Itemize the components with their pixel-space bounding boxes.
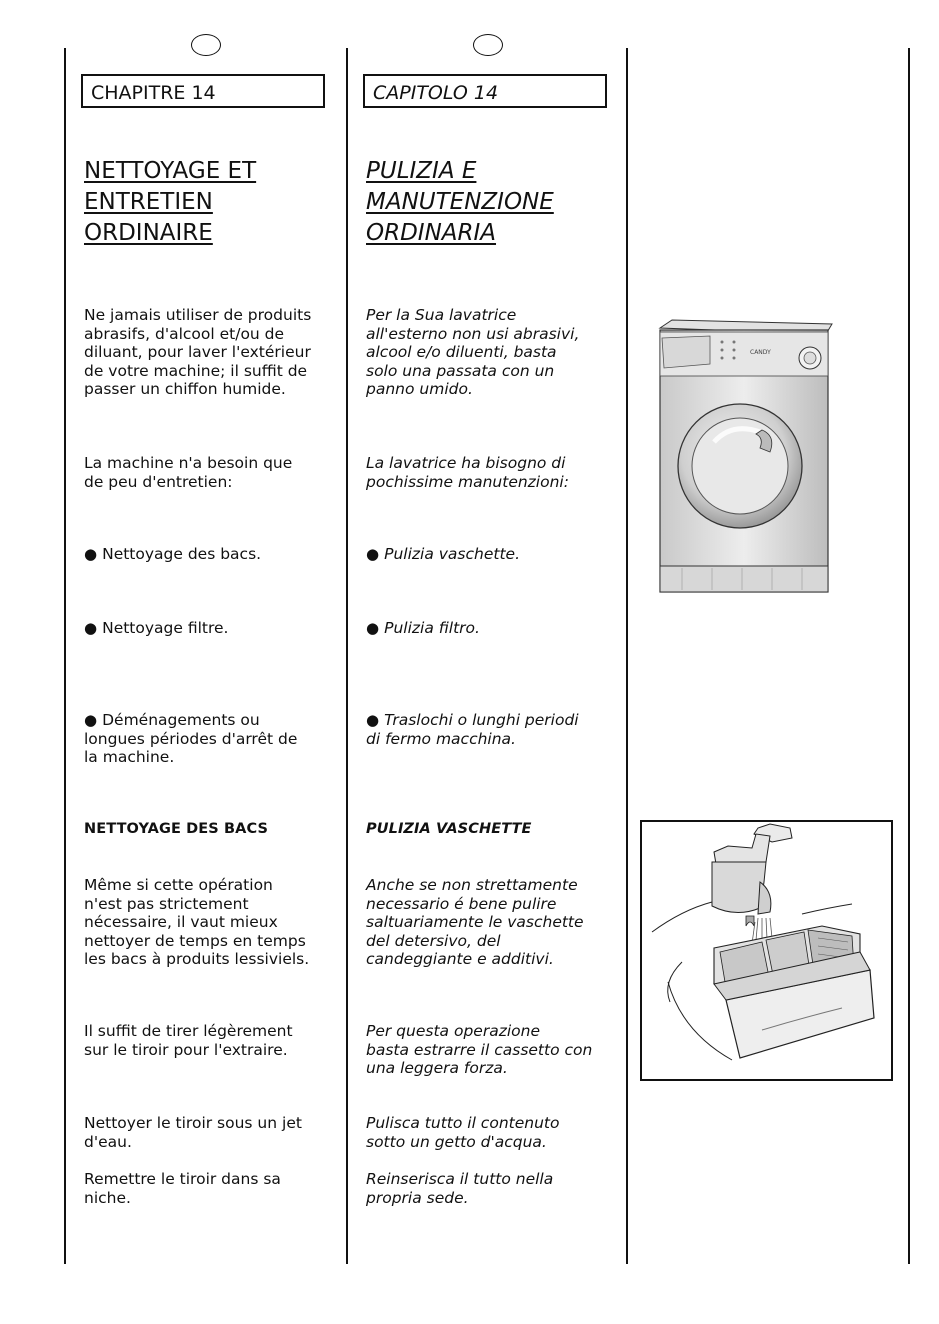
paragraph-fr: Même si cette opération n'est pas strictement nécessaire, il vaut mieux nettoyer de temps en temps les bacs à produits lessiviels. xyxy=(84,876,310,968)
paragraph-it: Pulisca tutto il contenuto sotto un getto d'acqua. xyxy=(366,1114,560,1151)
section-title-line: MANUTENZIONE xyxy=(366,189,554,215)
bullet-item-it: ● Pulizia vaschette. xyxy=(366,545,520,564)
bullet-item-fr: ● Nettoyage filtre. xyxy=(84,619,228,638)
language-marker-it xyxy=(473,34,503,56)
section-title-line: ENTRETIEN xyxy=(84,189,213,215)
intro-paragraph-fr: Ne jamais utiliser de produits abrasifs, d'alcool et/ou de diluant, pour laver l'extérieur de votre machine; il suffit de passer un chiffon humide. xyxy=(84,306,312,398)
paragraph-it: Per questa operazione basta estrarre il cassetto con una leggera forza. xyxy=(366,1022,593,1077)
paragraph-fr: Remettre le tiroir dans sa niche. xyxy=(84,1170,281,1207)
section-title-line: PULIZIA E xyxy=(366,158,477,184)
washing-machine-illustration xyxy=(652,318,834,596)
paragraph-it: Reinserisca il tutto nella propria sede. xyxy=(366,1170,554,1207)
column-divider-far-right xyxy=(908,48,910,1264)
section-title-it xyxy=(366,156,554,249)
bullet-item-it: ● Traslochi o lunghi periodi di fermo macchina. xyxy=(366,711,579,748)
language-marker-fr xyxy=(191,34,221,56)
bullet-item-fr: ● Déménagements ou longues périodes d'arrêt de la machine. xyxy=(84,711,297,767)
subheading-fr: NETTOYAGE DES BACS xyxy=(84,821,269,837)
maintenance-paragraph-fr: La machine n'a besoin que de peu d'entretien: xyxy=(84,454,293,491)
subheading-it: PULIZIA VASCHETTE xyxy=(366,821,532,837)
section-title-line: NETTOYAGE ET xyxy=(84,158,257,184)
section-title-line: ORDINARIA xyxy=(366,220,497,246)
maintenance-paragraph-it: La lavatrice ha bisogno di pochissime manutenzioni: xyxy=(366,454,569,491)
section-title-line: ORDINAIRE xyxy=(84,220,213,246)
paragraph-fr: Il suffit de tirer légèrement sur le tiroir pour l'extraire. xyxy=(84,1022,293,1059)
bullet-item-fr: ● Nettoyage des bacs. xyxy=(84,545,261,564)
section-title-fr xyxy=(84,156,256,249)
paragraph-fr: Nettoyer le tiroir sous un jet d'eau. xyxy=(84,1114,302,1151)
machine-brand-text: CANDY xyxy=(750,349,771,356)
column-divider-right xyxy=(626,48,628,1264)
chapter-label-fr: CHAPITRE 14 xyxy=(81,74,325,108)
column-divider-middle xyxy=(346,48,348,1264)
intro-paragraph-it: Per la Sua lavatrice all'esterno non usi abrasivi, alcool e/o diluenti, basta solo una passata con un panno umido. xyxy=(366,306,580,398)
chapter-label-it: CAPITOLO 14 xyxy=(363,74,607,108)
bullet-item-it: ● Pulizia filtro. xyxy=(366,619,480,638)
paragraph-it: Anche se non strettamente necessario é bene pulire saltuariamente le vaschette del detersivo, del candeggiante e additivi. xyxy=(366,876,584,968)
column-divider-left xyxy=(64,48,66,1264)
drawer-cleaning-illustration xyxy=(642,822,891,1079)
